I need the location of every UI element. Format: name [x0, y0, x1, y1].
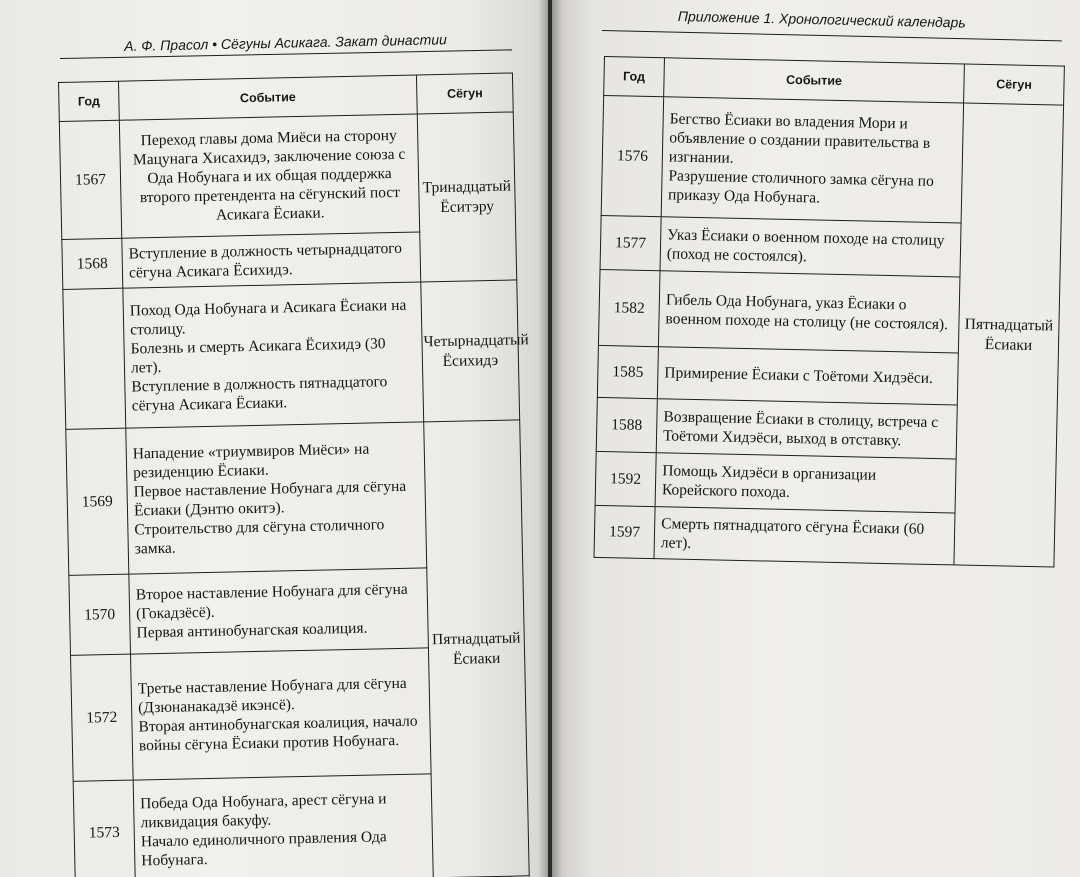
event-line: Смерть пятнадцатого сёгуна Ёсиаки (60 лет). [660, 514, 925, 552]
event-line: Помощь Хидэёси в организации Корейского похода. [661, 461, 877, 501]
year-cell: 1570 [69, 574, 131, 655]
table-row [601, 96, 1063, 226]
event-line: Бегство Ёсиаки во владения Мори и объявление о создании правительства в изгнании. [668, 110, 931, 167]
year-cell [63, 288, 126, 429]
event-line: Третье наставление Нобунага для сёгуна (Дзюнанакадзё икэнсё). [137, 674, 407, 716]
shogun-header: Сёгун [416, 73, 513, 114]
shogun-cell: Тринадцатый Ёситэру [417, 112, 516, 282]
event-line: Первое наставление Нобунага для сёгуна Ёсиаки (Дэнтю окитэ). [133, 477, 407, 520]
event-line: Разрушение столичного замка сёгуна по приказу Ода Нобунага. [667, 167, 934, 207]
event-line: Победа Ода Нобунага, арест сёгуна и ликвидация бакуфу. [139, 789, 387, 831]
event-line: Указ Ёсиаки о военном походе на столицу (поход не состоялся). [666, 225, 945, 265]
year-header: Год [59, 81, 120, 121]
event-line: Вступление в должность пятнадцатого сёгуна Асикага Ёсиаки. [131, 372, 388, 415]
shogun-cell: Пятнадцатый Ёсиаки [424, 420, 530, 877]
year-cell: 1577 [600, 215, 661, 270]
event-cell [133, 774, 433, 877]
year-cell: 1582 [598, 269, 660, 346]
event-line: Поход Ода Нобунага и Асикага Ёсиаки на столицу. [129, 296, 407, 339]
event-line: Возвращение Ёсиаки в столицу, встреча с Тоётоми Хидэёси, выход в отставку. [662, 407, 939, 449]
year-cell: 1572 [71, 654, 134, 781]
event-cell [660, 217, 961, 277]
right-chronology-table [593, 56, 1064, 568]
event-line: Переход главы дома Миёси на сторону Мацунага Хисахидэ, заключение союза с Ода Нобунага и их общая поддержка второго претендента на сёгунский пост Асикага Ёсиаки. [132, 126, 406, 224]
right-header-rule [602, 30, 1062, 41]
event-header: Событие [664, 58, 965, 103]
year-cell: 1567 [59, 120, 121, 239]
event-cell [126, 422, 427, 574]
shogun-header: Сёгун [964, 64, 1065, 105]
year-cell: 1569 [66, 428, 129, 575]
event-cell [130, 648, 431, 780]
event-line: Второе наставление Нобунага для сёгуна (Гокадзёсё). [135, 580, 408, 623]
table-row [66, 420, 523, 575]
event-line: Гибель Ода Нобунага, указ Ёсиаки о военном походе на столицу (не состоялся). [665, 290, 949, 333]
year-cell: 1592 [595, 451, 656, 506]
right-running-head: Приложение 1. Хронологический календарь [677, 8, 966, 31]
table-row [59, 112, 515, 239]
event-line: Вторая антинобунагская коалиция, начало войны сёгуна Ёсиаки против Нобунага. [138, 712, 418, 754]
event-cell [123, 282, 424, 428]
table-row [63, 280, 520, 429]
book-spine-shadow [538, 0, 562, 877]
event-line: Нападение «триумвиров Миёси» на резиденцию Ёсиаки. [132, 440, 370, 482]
event-cell [661, 97, 963, 223]
event-cell [656, 399, 957, 459]
event-line: Начало единоличного правления Ода Нобунага. [140, 827, 387, 869]
event-header: Событие [118, 75, 417, 120]
event-line: Первая антинобунагская коалиция. [136, 619, 368, 642]
event-cell [658, 271, 960, 353]
event-line: Вступление в должность четырнадцатого сёгуна Асикага Ёсихидэ. [128, 239, 403, 282]
year-cell: 1597 [594, 505, 655, 558]
year-cell: 1585 [597, 345, 658, 398]
event-line: Примирение Ёсиаки с Тоётоми Хидэёси. [664, 364, 934, 387]
event-cell [129, 568, 429, 654]
left-chronology-table [58, 72, 530, 877]
event-cell [657, 347, 958, 405]
year-header: Год [604, 57, 665, 97]
right-page [552, 0, 1080, 877]
year-cell: 1588 [596, 397, 657, 452]
year-cell: 1573 [73, 780, 135, 877]
event-cell [122, 232, 421, 288]
left-running-head: А. Ф. Прасол • Сёгуны Асикага. Закат династии [124, 31, 448, 54]
shogun-cell: Четырнадцатый Ёсихидэ [421, 280, 520, 422]
year-cell: 1576 [601, 96, 663, 217]
event-cell [655, 453, 956, 513]
year-cell: 1568 [62, 238, 123, 289]
event-line: Болезнь и смерть Асикага Ёсихидэ (30 лет). [130, 334, 386, 377]
event-cell [654, 507, 955, 565]
event-line: Строительство для сёгуна столичного замка. [134, 515, 385, 557]
shogun-cell: Пятнадцатый Ёсиаки [954, 103, 1064, 567]
event-cell [119, 114, 419, 238]
